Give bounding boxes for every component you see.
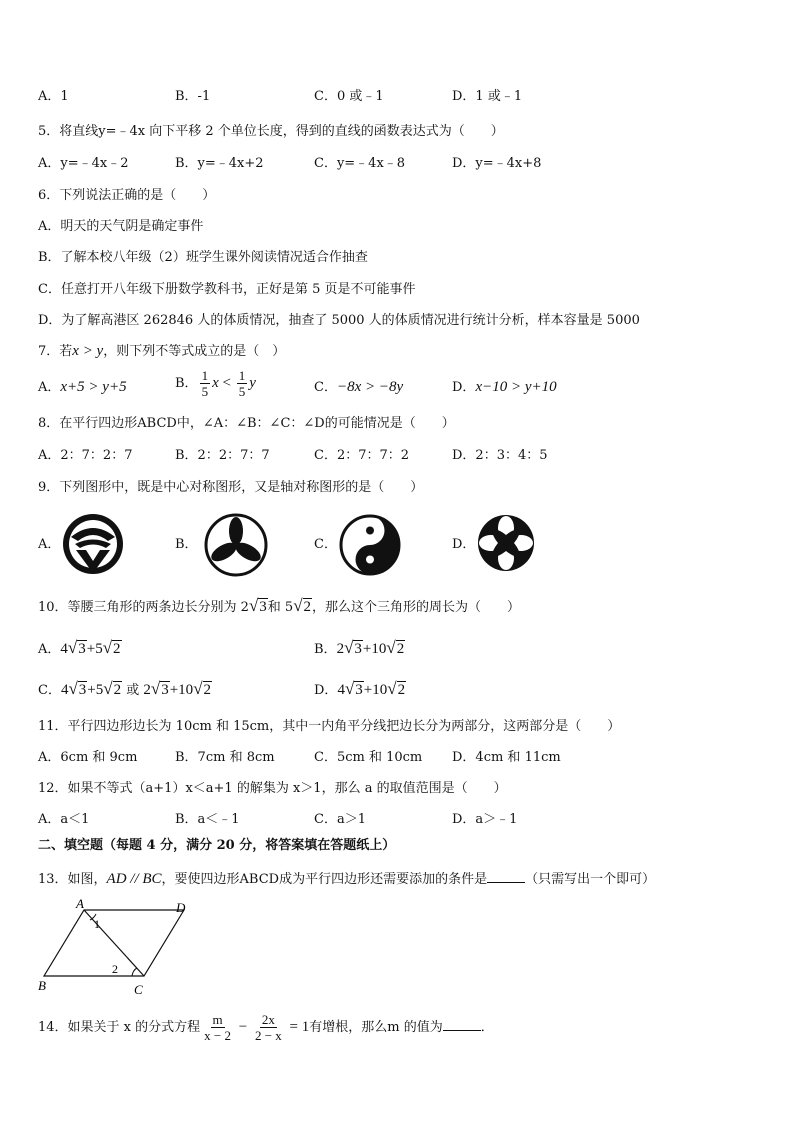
label-d: D (176, 900, 186, 915)
q5-stem: 5．将直线y=﹣4x 向下平移 2 个单位长度，得到的直线的函数表达式为（ ） (38, 124, 504, 139)
q10-option-c (38, 680, 212, 700)
q9-option-a-label: A． (38, 537, 61, 552)
sqrt-3 (68, 680, 87, 698)
q7-option-d-math: x−10 > y+10 (475, 379, 557, 395)
q13-stem-c: （只需写出一个即可） (525, 872, 656, 887)
q6-option-b: B．了解本校八年级（2）班学生课外阅读情况适合作抽查 (38, 250, 368, 265)
sqrt-2 (103, 680, 122, 698)
q7-option-b-y: y (249, 375, 256, 391)
radicand: 2 (203, 682, 212, 698)
radicand: 2 (113, 641, 121, 657)
q7-stem-prefix: 7．若 (38, 344, 73, 359)
q10-option-a (38, 639, 122, 659)
q8-option-d: D．2：3：4：5 (452, 448, 548, 463)
q6-option-c: C．任意打开八年级下册数学教科书，正好是第 5 页是不可能事件 (38, 282, 416, 297)
q5-option-b: B．y=﹣4x+2 (175, 156, 264, 171)
q7-option-a-label: A． (38, 380, 61, 395)
frac-den: 2 − x (254, 1028, 282, 1043)
term: +5 (87, 682, 104, 698)
sqrt-3 (151, 680, 170, 698)
q14-stem-a: 14．如果关于 x 的分式方程 (38, 1020, 201, 1035)
radical-sign: √ (102, 638, 113, 657)
coef: 4 (337, 682, 345, 698)
q10-option-d-label: D． (314, 683, 338, 698)
coef: 4 (60, 641, 68, 657)
q14-stem (38, 1012, 494, 1043)
q5-option-c: C．y=﹣4x﹣8 (314, 156, 406, 171)
q7-option-a-math: x+5 > y+5 (60, 379, 127, 395)
tri-leaf-emblem-icon (204, 513, 268, 577)
q5-option-a: A．y=﹣4x﹣2 (38, 156, 129, 171)
label-angle-2: 2 (112, 962, 118, 976)
q14-stem-c: ． (480, 1020, 494, 1035)
q9-option-c-label: C． (314, 537, 337, 552)
q12-option-a: A．a＜1 (38, 812, 90, 827)
q11-stem: 11．平行四边形边长为 10cm 和 15cm，其中一内角平分线把边长分为两部分，这两部分是（ ） (38, 719, 621, 734)
q13-stem-b: ，要使四边形ABCD成为平行四边形还需要添加的条件是 (161, 872, 488, 887)
radical-sign: √ (344, 638, 354, 657)
q14-answer-blank[interactable] (443, 1016, 481, 1031)
q8-stem: 8．在平行四边形ABCD中，∠A：∠B：∠C：∠D的可能情况是（ ） (38, 416, 455, 431)
q12-option-d: D．a＞﹣1 (452, 812, 518, 827)
q6-option-d: D．为了解高港区 262846 人的体质情况，抽查了 5000 人的体质情况进行统计分析，样本容量是 5000 (38, 313, 640, 328)
angle-2-arc (132, 968, 137, 976)
q10-stem-b: 和 5 (267, 600, 294, 615)
radical-sign: √ (293, 596, 303, 615)
q7-option-c-label: C． (314, 380, 337, 395)
term: +10 (169, 682, 194, 698)
radical-sign: √ (67, 638, 78, 657)
q7-option-c (314, 378, 403, 397)
radicand: 2 (303, 599, 312, 615)
q14-minus: − (234, 1019, 251, 1035)
radical-sign: √ (386, 638, 396, 657)
q12-option-c: C．a＞1 (314, 812, 366, 827)
radicand: 3 (354, 641, 362, 657)
q4-option-a: A．1 (38, 89, 69, 104)
q10-option-b (314, 639, 405, 659)
q10-option-b-label: B． (314, 642, 337, 657)
radicand: 2 (397, 682, 406, 698)
sqrt-3 (249, 597, 268, 615)
q6-option-a: A．明天的天气阴是确定事件 (38, 219, 204, 234)
q10-option-d (314, 680, 406, 700)
q7-stem-suffix: ，则下列不等式成立的是（ ） (103, 344, 286, 359)
radicand: 3 (161, 682, 169, 698)
q4-option-c: C．0 或﹣1 (314, 89, 384, 104)
q10-stem-a: 10．等腰三角形的两条边长分别为 2 (38, 600, 249, 615)
radical-sign: √ (150, 679, 161, 698)
sqrt-2 (386, 639, 405, 657)
frac-den: 5 (201, 384, 209, 399)
term: +10 (363, 682, 388, 698)
q7-option-b-frac-1 (200, 368, 211, 399)
q7-option-d (452, 378, 557, 397)
label-c: C (134, 982, 143, 997)
coef: 2 (143, 682, 151, 698)
or-word: 或 (122, 683, 144, 698)
q11-option-d: D．4cm 和 11cm (452, 750, 561, 765)
q7-option-c-math: −8x > −8y (336, 379, 404, 395)
q12-stem: 12．如果不等式（a+1）x＜a+1 的解集为 x＞1，那么 a 的取值范围是（ ） (38, 781, 507, 796)
radical-sign: √ (387, 679, 397, 698)
q8-option-c: C．2：7：7：2 (314, 448, 410, 463)
q13-stem-math: AD // BC (106, 871, 162, 887)
q7-option-b-label: B． (175, 376, 198, 391)
label-b: B (38, 978, 46, 993)
radical-sign: √ (344, 679, 355, 698)
q4-option-b: B．-1 (175, 89, 211, 104)
q9-stem: 9．下列图形中，既是中心对称图形，又是轴对称图形的是（ ） (38, 480, 424, 495)
label-angle-1: 1 (94, 917, 100, 931)
q7-option-b-frac-2 (237, 368, 248, 399)
radical-sign: √ (68, 679, 78, 698)
q7-option-b-lt: < (218, 375, 235, 391)
frac-num: m (212, 1012, 223, 1027)
q14-fraction-2 (253, 1012, 284, 1043)
q13-answer-blank[interactable] (487, 868, 525, 883)
q12-option-b: B．a＜﹣1 (175, 812, 240, 827)
q7-option-d-label: D． (452, 380, 476, 395)
sqrt-3 (344, 639, 363, 657)
q14-fraction-1 (202, 1012, 233, 1043)
frac-den: 5 (238, 384, 246, 399)
frac-num: 1 (201, 368, 209, 383)
coef: 2 (336, 641, 345, 657)
section-2-heading: 二、填空题（每题 4 分，满分 20 分，将答案填在答题纸上） (38, 838, 396, 853)
q7-option-b (175, 368, 256, 399)
sqrt-2 (103, 639, 122, 657)
q7-option-b-x: x (212, 375, 219, 391)
q13-stem (38, 868, 655, 889)
q10-stem-c: ，那么这个三角形的周长为（ ） (312, 600, 521, 615)
q7-stem-math: x > y (72, 343, 104, 359)
radical-sign: √ (103, 679, 113, 698)
q6-stem: 6．下列说法正确的是（ ） (38, 188, 216, 203)
sqrt-2 (193, 680, 212, 698)
q9-option-d-label: D． (452, 537, 476, 552)
frac-num: 1 (238, 368, 246, 383)
q7-option-a (38, 378, 127, 397)
q11-option-a: A．6cm 和 9cm (38, 750, 138, 765)
radicand: 3 (259, 599, 267, 615)
coef: 4 (60, 682, 69, 698)
q11-option-c: C．5cm 和 10cm (314, 750, 423, 765)
q8-option-a: A．2：7：2：7 (38, 448, 133, 463)
frac-num: 2x (261, 1012, 275, 1027)
q14-equals: = 1 (285, 1019, 310, 1035)
label-a: A (76, 898, 84, 911)
radicand: 2 (396, 641, 405, 657)
radicand: 3 (78, 682, 87, 698)
q14-stem-b: 有增根，那么m 的值为 (309, 1020, 443, 1035)
radicand: 3 (355, 682, 363, 698)
radicand: 2 (113, 682, 122, 698)
q9-option-b-label: B． (175, 537, 198, 552)
emblem-a-icon (62, 513, 124, 575)
q13-stem-a: 13．如图， (38, 872, 107, 887)
q4-option-d: D．1 或﹣1 (452, 89, 523, 104)
term: +5 (86, 641, 103, 657)
sqrt-3 (68, 639, 87, 657)
sqrt-2 (387, 680, 406, 698)
q7-stem (38, 342, 285, 361)
radical-sign: √ (248, 596, 259, 615)
radical-sign: √ (193, 679, 203, 698)
frac-den: x − 2 (204, 1028, 231, 1043)
q8-option-b: B．2：2：7：7 (175, 448, 270, 463)
sqrt-3 (345, 680, 364, 698)
yin-yang-icon (338, 513, 402, 577)
sqrt-2 (293, 597, 312, 615)
q10-option-a-label: A． (38, 642, 61, 657)
four-petal-emblem-icon (476, 513, 536, 573)
q11-option-b: B．7cm 和 8cm (175, 750, 275, 765)
term: +10 (362, 641, 387, 657)
q10-stem (38, 597, 520, 617)
radicand: 3 (78, 641, 86, 657)
parallelogram-figure (34, 898, 194, 998)
q10-option-c-label: C． (38, 683, 61, 698)
q5-option-d: D．y=﹣4x+8 (452, 156, 542, 171)
